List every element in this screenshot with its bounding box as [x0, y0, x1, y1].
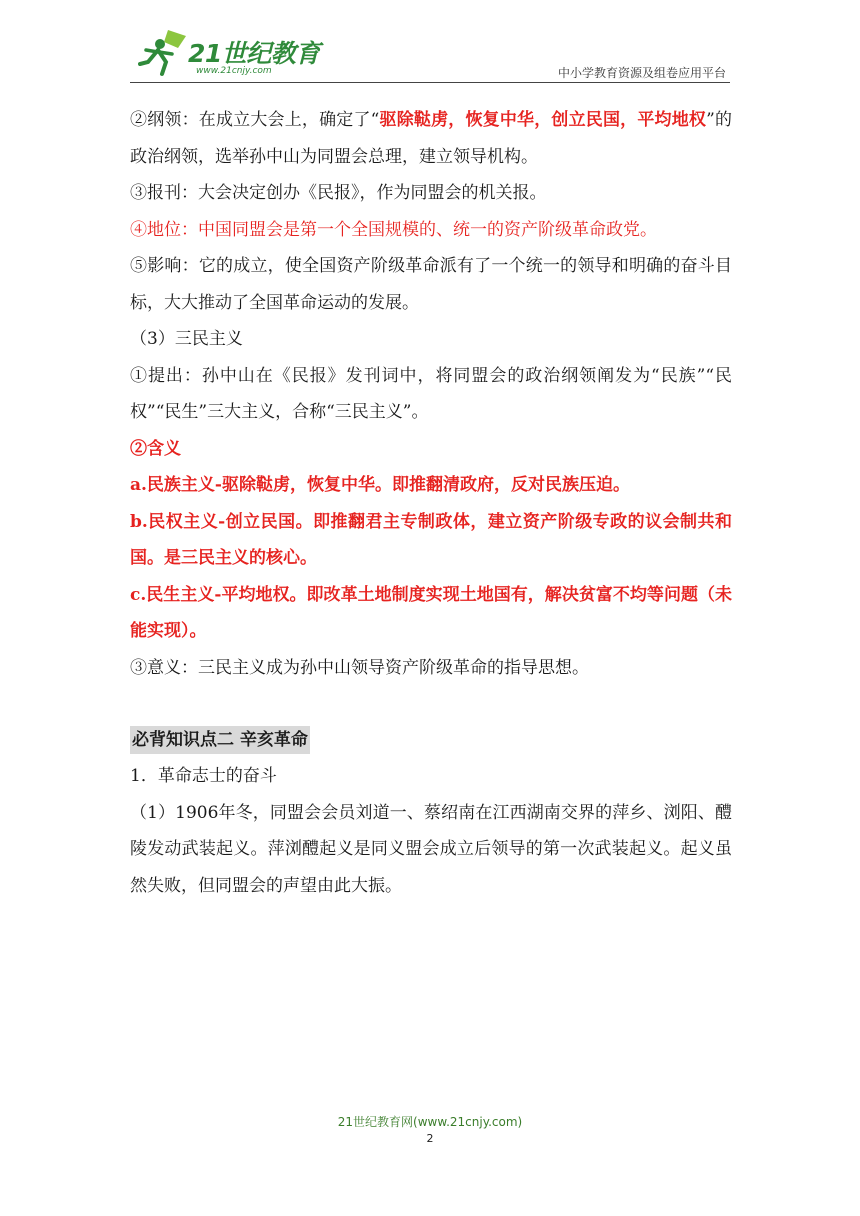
- paragraph-meaning-heading: ②含义: [130, 438, 181, 459]
- spacer: [130, 686, 732, 722]
- runner-logo-icon: [138, 28, 190, 78]
- paragraph-significance: ③意义：三民主义成为孙中山领导资产阶级革命的指导思想。: [130, 657, 589, 678]
- program-slogan: 驱除鞑虏，恢复中华，创立民国，平均地权: [379, 110, 707, 130]
- paragraph-influence: ⑤影响：它的成立，使全国资产阶级革命派有了一个统一的领导和明确的奋斗目标，大大推动了全国革命运动的发展。: [130, 256, 732, 313]
- paragraph-program: [130, 102, 732, 175]
- paragraph-nationalism: a.民族主义-驱除鞑虏，恢复中华。即推翻清政府，反对民族压迫。: [130, 475, 630, 495]
- logo-text: 21世纪教育: [188, 39, 320, 68]
- header-platform-text: 中小学教育资源及组卷应用平台: [557, 66, 726, 80]
- page-header: [0, 0, 860, 90]
- logo: [138, 28, 328, 80]
- paragraph-proposal: ①提出：孙中山在《民报》发刊词中，将同盟会的政治纲领阐发为“民族”“民权”“民生”三大主义，合称“三民主义”。: [130, 365, 732, 422]
- logo-url: www.21cnjy.com: [196, 66, 272, 76]
- paragraph-three-principles-heading: （3）三民主义: [130, 329, 243, 349]
- program-prefix: ②纲领：在成立大会上，确定了“: [130, 110, 380, 130]
- paragraph-livelihood: c.民生主义-平均地权。即改革土地制度实现土地国有，解决贫富不均等问题（未能实现）。: [130, 584, 732, 641]
- header-divider: [130, 82, 730, 83]
- program-suffix: ”的政治纲领，选举孙中山为同盟会总理，建立领导机构。: [130, 110, 732, 167]
- document-body: [130, 102, 732, 904]
- paragraph-democracy: b.民权主义-创立民国。即推翻君主专制政体，建立资产阶级专政的议会制共和国。是三民主义的核心。: [130, 511, 732, 568]
- paragraph-status: ④地位：中国同盟会是第一个全国规模的、统一的资产阶级革命政党。: [130, 219, 657, 240]
- page-number: 2: [426, 1132, 434, 1145]
- section-title: 必背知识点二 辛亥革命: [130, 726, 310, 754]
- paragraph-struggle-heading: 1．革命志士的奋斗: [130, 766, 277, 786]
- footer-site: 21世纪教育网(www.21cnjy.com): [337, 1115, 523, 1129]
- paragraph-newspaper: ③报刊：大会决定创办《民报》，作为同盟会的机关报。: [130, 183, 547, 203]
- paragraph-pingliuli: （1）1906年冬，同盟会会员刘道一、蔡绍南在江西湖南交界的萍乡、浏阳、醴陵发动武装起义。萍浏醴起义是同义盟会成立后领导的第一次武装起义。起义虽然失败，但同盟会的声望由此大振。: [130, 802, 732, 896]
